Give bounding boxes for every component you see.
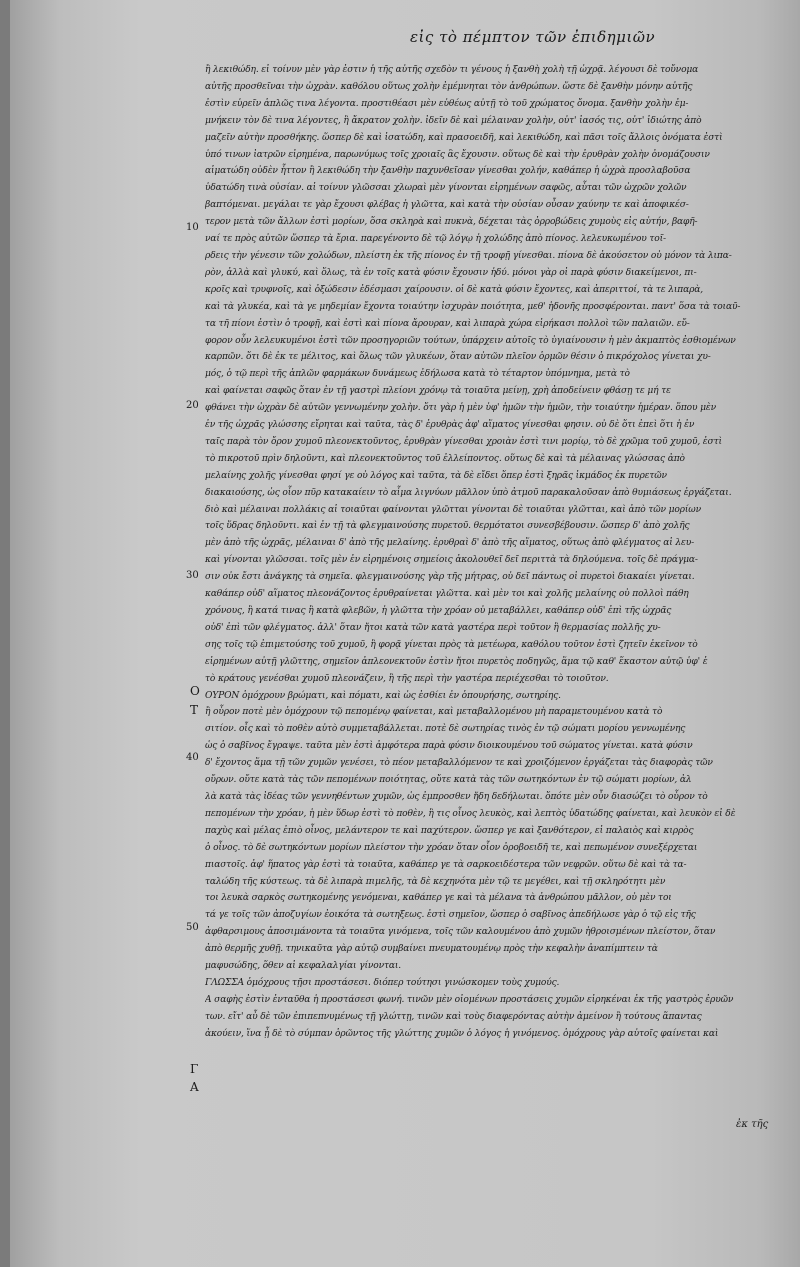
text-line: ὡς ὁ σαβῖνος ἔγραψε. ταῦτα μὲν ἐστὶ ἀμφότερα παρὰ φύσιν διοικουμένου τοῦ σώματος γίνεται. κατὰ φύσιν <box>205 741 693 752</box>
text-line: ὑπό τινων ἰατρῶν εἰρημένα, παρωνύμως τοῖς χροιαῖς ἃς ἔχουσιν. οὕτως δὲ καὶ τὴν ἐρυθρὰν χολὴν ὀνομάζουσιν <box>205 149 710 160</box>
text-line: αἱματώδη οὐδὲν ἧττον ἢ λεκιθώδη τὴν ξανθὴν παχυνθεῖσαν γίνεσθαι χολήν, καθάπερ ἡ ὠχρὰ προσλαβοῦσα <box>205 166 691 177</box>
text-line: σιν οὐκ ἔστι ἀνάγκης τὰ σημεῖα. φλεγμαινούσης γὰρ τῆς μήτρας, οὐ δεῖ πάντως οἱ πυρετοὶ διακαίει γίνεται. <box>205 572 695 583</box>
text-line: ἀφθαρσιμους ἀποσιμάνοντα τὰ τοιαῦτα γινόμενα, τοῖς τῶν καλουμένου ἀπὸ χυμῶν ἠθροισμένων πλείστον, ὅταν <box>205 927 716 938</box>
text-line: αὐτῆς προσθεῖναι τὴν ὠχρὰν. καθόλου οὕτως χολὴν ἐμέμνηται τὸν ἀνθρώπων. ὥστε δὲ ξανθὴν μόνην αὐτῆς <box>205 81 693 92</box>
text-line: τοῖς ὕδρας δηλοῦντι. καὶ ἐν τῇ τὰ φλεγμαινούσης πυρετοῦ. θερμότατοι συνεσβέβουσιν. ὥσπερ δ' ἀπὸ χολῆς <box>205 521 690 532</box>
text-line: ὑδατώδη τινὰ οὐσίαν. αἱ τοίνυν γλῶσσαι χλωραὶ μὲν γίνονται εἰρημένων σαφῶς, αὗται τῶν ὠχρῶν χολῶν <box>205 183 687 194</box>
text-line: ταλώδη τῆς κύστεως. τὰ δὲ λιπαρὰ πιμελῆς, τὰ δὲ κεχηνότα μὲν τῷ τε μεγέθει, καὶ τῇ σκληρότητι μὲν <box>205 876 666 887</box>
text-line: καὶ γίνονται γλῶσσαι. τοῖς μὲν ἐν εἰρημένοις σημείοις ἀκολουθεῖ δεῖ περιττὰ τὰ δηλούμενα. τοῖς δὲ πράγμα- <box>205 555 698 566</box>
text-line: ἀπὸ θερμῆς χυθῇ. τηνικαῦτα γὰρ αὐτῷ συμβαίνει πνευματουμένῳ πρὸς τὴν κεφαλὴν ἀναπίμπτειν τὰ <box>205 944 658 955</box>
initial-O: Ο <box>190 684 200 698</box>
text-line: πιαστοῖς. ἀφ' ἥπατος γὰρ ἐστὶ τὰ τοιαῦτα, καθάπερ γε τὰ σαρκοειδέστερα τῶν νεφρῶν. οὕτω δὲ καὶ τὰ τα- <box>205 859 687 870</box>
text-line: σιτίον. οἷς καὶ τὸ ποθὲν αὐτὸ συμμεταβάλλεται. ποτὲ δὲ σωτηρίας τινὸς ἐν τῷ σώματι μορίου γεννωμένης <box>205 724 686 735</box>
body-text <box>205 62 775 1043</box>
text-line: ταῖς παρὰ τὸν ὄρον χυμοῦ πλεονεκτοῦντος, ἐρυθρὰν γίνεσθαι χροιὰν ἐστὶ τινι μορίῳ, τὸ δὲ χρῶμα τοῦ χυμοῦ, ἐστὶ <box>205 436 722 447</box>
text-line: ναί τε πρὸς αὐτῶν ὥσπερ τὰ ἔρια. παρεγένοντο δὲ τῷ λόγῳ ἡ χολώδης ἀπὸ πίονος. λελευκωμένου τοῖ- <box>205 234 666 245</box>
text-line: φορον οὖν λελευκυμένοι ἐστὶ τῶν προσηγοριῶν τούτων, ὑπάρχειν αὐτοῖς τὸ ὑγιαίνουσιν ἡ μὲν ἀκμαπτὸς ἐσθιομένων <box>205 335 736 346</box>
binding-gutter <box>0 0 10 1267</box>
text-line: ἐν τῆς ὠχρᾶς γλώσσης εἴρηται καὶ ταῦτα, τὰς δ' ἐρυθρὰς ἀφ' αἵματος γίνεσθαι φησιν. οὐ δὲ ὅτι ἐπεὶ ὅτι ἡ ἐν <box>205 420 695 431</box>
text-line: ΓΛΩΣΣΑ ὁμόχρους τῇσι προστάσεσι. διόπερ τούτησι γινώσκομεν τοὺς χυμούς. <box>205 977 560 988</box>
text-line: μελαίνης χολῆς γίνεσθαι φησί γε οὐ λόγος καὶ ταῦτα, τὰ δὲ εἴδει ὅπερ ἐστὶ ξηρᾶς ἰκμάδος ἐκ πυρετῶν <box>205 470 667 481</box>
text-line: πεπομένων τὴν χρόαν, ἡ μὲν ὕδωρ ἐστὶ τὸ ποθὲν, ἢ τις οἶνος λευκὸς, καὶ λεπτὸς ὑδατώδης φαίνεται, καὶ λευκὸν εἰ δὲ <box>205 808 736 819</box>
text-line: διὸ καὶ μέλαιναι πολλάκις αἱ τοιαῦται φαίνονται γλῶτται γίνονται δὲ τοιαῦται γλῶτται, καὶ ἀπὸ τῶν μορίων <box>205 504 701 515</box>
text-line: φθάνει τὴν ὠχρὰν δὲ αὐτῶν γεννωμένην χολὴν. ὅτι γὰρ ἡ μὲν ὑφ' ἡμῶν τὴν ἡμῶν, τὴν τοιαύτην ἡμέραν. ὅπου μὲν <box>205 403 716 414</box>
text-line: διακαιούσης, ὡς οἷον πῦρ κατακαίειν τὸ αἷμα λιγνύων μᾶλλον ὑπὸ ἀτμοῦ παρακαλοῦσαν ἀπὸ θυμιάσεως ἐργάζεται. <box>205 487 732 498</box>
text-line: ἢ λεκιθώδη. εἰ τοίνυν μὲν γὰρ ἐστιν ἡ τῆς αὐτῆς σχεδὸν τι γένους ἡ ξανθὴ χολὴ τῇ ὠχρᾷ. λέγουσι δὲ τοὔνομα <box>205 65 699 75</box>
line-number-40: 40 <box>186 752 199 763</box>
text-line: καὶ τὰ γλυκέα, καὶ τὰ γε μηδεμίαν ἔχοντα τοιαύτην ἰσχυρὰν ποιότητα, μεθ' ἡδονῆς προσφέρονται. παντ' ὅσα τὰ τοιαῦ- <box>205 301 741 312</box>
text-line: τά γε τοῖς τῶν ἀποζυγίων ἐοικότα τὰ σωτηξεως. ἐστὶ σημεῖον, ὥσπερ ὁ σαβῖνος ἀπεδήλωσε γὰρ ὁ τῷ εἰς τῆς <box>205 910 696 921</box>
text-line: δ' ἔχοντος ἅμα τῇ τῶν χυμῶν γενέσει, τὸ πέον μεταβαλλόμενον τε καὶ χροιζόμενον ἐργάζεται τὰς διαφορὰς τῶν <box>205 758 713 769</box>
text-line: ὁ οἶνος. τὸ δὲ σωτηκόντων μορίων πλείστον τὴν χρόαν ὅταν οἷον ὀροβοειδῆ τε, καὶ πεπωμένον συνεξέρχεται <box>205 842 698 853</box>
text-line: καὶ φαίνεται σαφῶς ὅταν ἐν τῇ γαστρὶ πλείονι χρόνῳ τὰ τοιαῦτα μείνῃ, χρὴ ἀποδείνειν φθάσῃ τε μή τε <box>205 386 671 397</box>
text-line: ΟΥΡΟΝ ὁμόχρουν βρώματι, καὶ πόματι, καὶ ὡς ἐσθίει ἐν ὁπουρήσης, σωτηρίης. <box>205 690 561 701</box>
line-number-50: 50 <box>186 922 199 933</box>
text-line: μός, ὁ τῷ περὶ τῆς ἁπλῶν φαρμάκων δυνάμεως ἐδήλωσα κατὰ τὸ τέταρτον ὑπόμνημα, μετὰ τὸ <box>205 369 630 380</box>
text-line: τὸ κράτους γενέσθαι χυμοῦ πλεονάζειν, ἢ τῆς περὶ τὴν γαστέρα περιέχεσθαι τὸ τοιοῦτον. <box>205 673 609 684</box>
initial-T: Τ <box>190 703 199 717</box>
catchword: ἐκ τῆς <box>736 1119 769 1130</box>
text-line: ἐστὶν εὑρεῖν ἁπλῶς τινα λέγοντα. προστιθέασι μὲν εὐθέως αὐτῇ τὸ τοῦ χρώματος ὄνομα. ξανθὴν χολὴν ἐμ- <box>205 98 689 109</box>
text-line: ρδεις τὴν γένεσιν τῶν χολώδων, πλείστη ἐκ τῆς πίονος ἐν τῇ τροφῇ γίνεσθαι. πίονα δὲ ἀκούσετον οὐ μόνον τὰ λιπα- <box>205 250 732 261</box>
text-line: σης τοῖς τῷ ἐπιμετούσης τοῦ χυμοῦ, ἢ φορᾷ γίνεται πρὸς τὰ μετέωρα, καθόλου τοῦτον ἐστὶ ζητεῖν ἐκεῖνον τὸ <box>205 639 698 650</box>
text-line: μνήκειν τὸν δὲ τινα λέγοντες, ἢ ἄκρατον χολὴν. ἰδεῖν δὲ καὶ μέλαιναν χολὴν, οὐτ' ἰασός τις, οὐτ' ἰδιώτης ἀπὸ <box>205 115 702 126</box>
text-line: Α σαφὴς ἐστὶν ἐνταῦθα ἡ προστάσεσι φωνή. τινῶν μὲν οἰομένων προστάσεις χυμῶν εἰρηκέναι ἐκ τῆς γαστρὸς ἐρυῶν <box>205 994 734 1005</box>
initial-G: Γ <box>190 1062 199 1076</box>
initial-A: Α <box>190 1080 199 1094</box>
text-line: των. εἴτ' αὖ δὲ τῶν ἐπιπεπνυμένως τῇ γλώττῃ, τινῶν καὶ τοὺς διαφερόντας αὐτὴν ἀμείνον ἢ τούτους ἅπαντας <box>205 1011 702 1022</box>
text-line: λὰ κατὰ τὰς ἰδέας τῶν γεννηθέντων χυμῶν, ὡς ἐμπροσθεν ἤδη δεδήλωται. ὅπότε μὲν οὖν διασώζει τὸ οὖρον τὸ <box>205 791 708 802</box>
text-line: τα τῆ πίονι ἐστὶν ὁ τροφῇ, καὶ ἐστὶ καὶ πίονα ἄρουραν, καὶ λιπαρὰ χώρα εἰρήκασι πολλοὶ τῶν παλαιῶν. εὔ- <box>205 318 690 329</box>
text-line: καρπῶν. ὅτι δὲ ἐκ τε μέλιτος, καὶ ὅλως τῶν γλυκέων, ὅταν αὐτῶν πλεῖον ὁρμῶν θέσιν ὁ πικρόχολος γίνεται χυ- <box>205 352 711 363</box>
text-line: χρόνους, ἢ κατά τινας ἢ κατὰ φλεβῶν, ἡ γλῶττα τὴν χρόαν οὐ μεταβάλλει, καθάπερ οὐδ' ἐπὶ τῆς ὠχρᾶς <box>205 606 672 616</box>
text-line: εἰρημένων αὐτῇ γλῶττης, σημεῖον ἀπλεονεκτοῦν ἐστὶν ἤτοι πυρετὸς ποδηγῶς, ἅμα τῷ καθ' ἕκαστον αὐτῷ ὑφ' ἑ <box>205 656 708 667</box>
text-line: μὲν ἀπὸ τῆς ὠχρᾶς, μέλαιναι δ' ἀπὸ τῆς μελαίνης. ἐρυθραὶ δ' ἀπὸ τῆς αἵματος, οὕτως ἀπὸ φλέγματος αἱ λευ- <box>205 538 695 549</box>
text-line: κροῖς καὶ τρυφνοῖς, καὶ ὀξώδεσιν ἐδέσμασι χαίρουσιν. οἱ δὲ κατὰ φύσιν ἔχοντες, καὶ ἀπεριττοί, τὰ τε λιπαρὰ, <box>205 284 704 295</box>
line-number-10: 10 <box>186 222 199 233</box>
text-line: μαφυσώδης, ὅθεν αἱ κεφαλαλγίαι γίνονται. <box>205 961 401 972</box>
text-line: ἢ οὖρον ποτὲ μὲν ὁμόχρουν τῷ πεπομένῳ φαίνεται, καὶ μεταβαλλομένου μὴ παραμετουμένου κατὰ τὸ <box>205 707 663 718</box>
text-line: παχὺς καὶ μέλας ἐπιὸ οἶνος, μελάντερον τε καὶ παχύτερον. ὥσπερ γε καὶ ξανθότερον, εἰ παλαιὸς καὶ κιρρὸς <box>205 825 694 836</box>
running-header: εἰς τὸ πέμπτον τῶν ἐπιδημιῶν <box>410 28 656 46</box>
text-line: τερον μετὰ τῶν ἄλλων ἐστὶ μορίων, ὅσα σκληρὰ καὶ πυκνὰ, δέχεται τὰς ὀρροβώδεις χυμοὺς εἰς αὐτήν, βαφῆ- <box>205 217 698 228</box>
text-line: τοι λευκὰ σαρκὸς σωτηκομένης γενόμεναι, καθάπερ γε καὶ τὰ μέλανα τὰ ἀνθρώπου μᾶλλον, οὐ μὲν τοι <box>205 893 672 904</box>
line-number-20: 20 <box>186 400 199 411</box>
text-line: ρὸν, ἀλλὰ καὶ γλυκύ, καὶ ὅλως, τὰ ἐν τοῖς κατὰ φύσιν ἔχουσιν ἡδύ. μόνοι γὰρ οἱ παρὰ φύσιν διακείμενοι, πι- <box>205 267 697 278</box>
text-line: οὔρων. οὔτε κατὰ τὰς τῶν πεπομένων ποιότητας, οὔτε κατὰ τὰς τῶν σωτηκόντων ἐν τῷ σώματι μορίων, ἀλ <box>205 775 692 786</box>
line-number-30: 30 <box>186 570 199 581</box>
text-line: ἀκούειν, ἵνα ᾖ δὲ τὸ σύμπαν ὁρῶντος τῆς γλώττης χυμῶν ὁ λόγος ἡ γινόμενος. ὁμόχρους γὰρ αὐτοῖς φαίνεται καὶ <box>205 1028 719 1039</box>
text-line: μαζεῖν αὐτὴν προσθήκης. ὥσπερ δὲ καὶ ἰσατώδη, καὶ πρασοειδῆ, καὶ λεκιθώδη, καὶ πᾶσι τοῖς ἄλλοις ὀνόματα ἐστὶ <box>205 132 723 143</box>
text-line: βαπτόμεναι. μεγάλαι τε γὰρ ἔχουσι φλέβας ἡ γλῶττα, καὶ κατὰ τὴν οὐσίαν οὖσαν χαύνην τε καὶ ἀποφικέσ- <box>205 200 689 211</box>
text-line: οὐδ' ἐπὶ τῶν φλέγματος. ἀλλ' ὅταν ἤτοι κατὰ τῶν κατὰ γαστέρα περὶ τοῦτον ἢ θερμασίας πολλῆς χυ- <box>205 622 661 633</box>
text-line: τὸ πικροτοῦ πρὶν δηλοῦντι, καὶ πλεονεκτοῦντος τοῦ ἐλλείποντος. οὕτως δὲ καὶ τὰ μέλαινας γλώσσας ἀπὸ <box>205 453 685 464</box>
text-line: καθάπερ οὐδ' αἵματος πλεονάζοντος ἐρυθραίνεται γλῶττα. καὶ μὲν τοι καὶ χολῆς μελαίνης οὐ πολλοὶ πάθη <box>205 589 689 600</box>
